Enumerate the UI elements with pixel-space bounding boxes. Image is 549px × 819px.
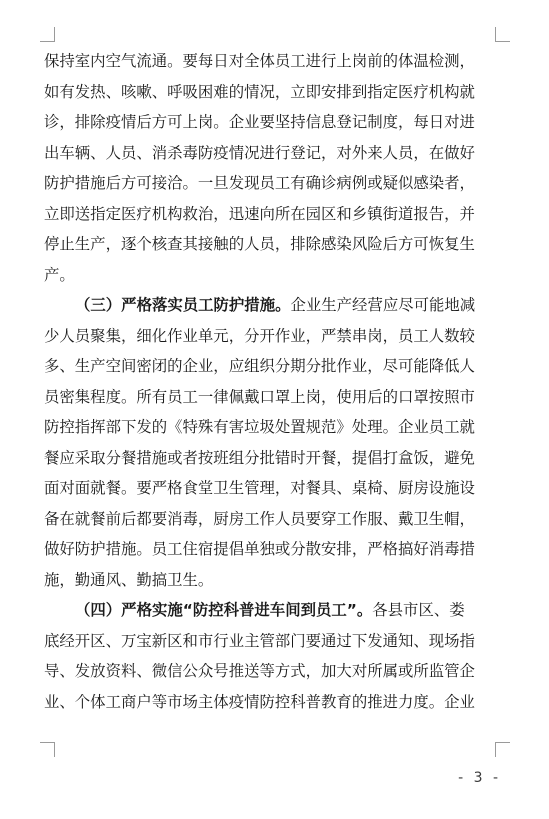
text-line [44, 77, 506, 108]
text-line [44, 595, 506, 626]
text-line [44, 107, 506, 138]
text-line [44, 260, 506, 291]
text-line [44, 290, 506, 321]
line-text: 如有发热、咳嗽、呼吸困难的情况，立即安排到指定医疗机构就 [44, 82, 475, 101]
line-text: 员密集程度。所有员工一律佩戴口罩上岗，使用后的口罩按照市 [44, 387, 475, 406]
text-line [44, 321, 506, 352]
text-line [44, 46, 506, 77]
line-text: 各县市区、娄 [372, 601, 465, 619]
line-text: 做好防护措施。员工住宿提倡单独或分散安排，严格搞好消毒措 [44, 540, 475, 558]
line-text: 防护措施后方可接洽。一旦发现员工有确诊病例或疑似感染者， [44, 174, 475, 192]
line-text: 施，勤通风、勤搞卫生。 [44, 570, 214, 589]
line-text: 出车辆、人员、消杀毒防疫情况进行登记，对外来人员，在做好 [44, 143, 475, 162]
line-text: 企业生产经营应尽可能地减 [290, 296, 476, 314]
text-line [44, 229, 506, 260]
crop-mark-bottom-left [40, 742, 55, 757]
line-text: 少人员聚集，细化作业单元，分开作业，严禁串岗，员工人数较 [44, 326, 475, 345]
line-text: 底经开区、万宝新区和市行业主管部门要通过下发通知、现场指 [44, 631, 475, 650]
line-text: 备在就餐前后都要消毒，厨房工作人员要穿工作服、戴卫生帽， [44, 509, 475, 528]
page-number: - 3 - [458, 770, 501, 786]
line-text: 产。 [44, 265, 75, 284]
line-text: 导、发放资料、微信公众号推送等方式，加大对所属或所监管企 [44, 662, 475, 680]
text-line [44, 382, 506, 413]
crop-mark-top-left [40, 27, 55, 42]
line-text: 防控指挥部下发的《特殊有害垃圾处置规范》处理。企业员工就 [44, 418, 475, 436]
text-line [44, 473, 506, 504]
section-heading: （四）严格实施“防控科普进车间到员工”。 [75, 601, 373, 619]
text-line [44, 199, 506, 230]
line-text: 立即送指定医疗机构救治，迅速向所在园区和乡镇街道报告，并 [44, 204, 475, 223]
text-line [44, 534, 506, 565]
line-text: 多、生产空间密闭的企业，应组织分期分批作业，尽可能降低人 [44, 357, 475, 375]
text-line [44, 504, 506, 535]
text-line [44, 626, 506, 657]
line-text: 停止生产，逐个核查其接触的人员，排除感染风险后方可恢复生 [44, 235, 475, 253]
text-line [44, 687, 506, 718]
text-line [44, 412, 506, 443]
line-text: 诊，排除疫情后方可上岗。企业要坚持信息登记制度，每日对进 [44, 113, 475, 131]
section-heading: （三）严格落实员工防护措施。 [75, 296, 291, 314]
text-line [44, 565, 506, 596]
crop-mark-top-right [495, 27, 510, 42]
crop-mark-bottom-right [495, 742, 510, 757]
text-line [44, 168, 506, 199]
line-text: 业、个体工商户等市场主体疫情防控科普教育的推进力度。企业 [44, 692, 475, 711]
line-text: 餐应采取分餐措施或者按班组分批错时开餐，提倡打盒饭，避免 [44, 448, 475, 467]
line-text: 面对面就餐。要严格食堂卫生管理，对餐具、桌椅、厨房设施设 [44, 479, 475, 497]
text-line [44, 443, 506, 474]
document-body [44, 46, 506, 717]
text-line [44, 138, 506, 169]
text-line [44, 656, 506, 687]
text-line [44, 351, 506, 382]
line-text: 保持室内空气流通。要每日对全体员工进行上岗前的体温检测， [44, 52, 475, 70]
